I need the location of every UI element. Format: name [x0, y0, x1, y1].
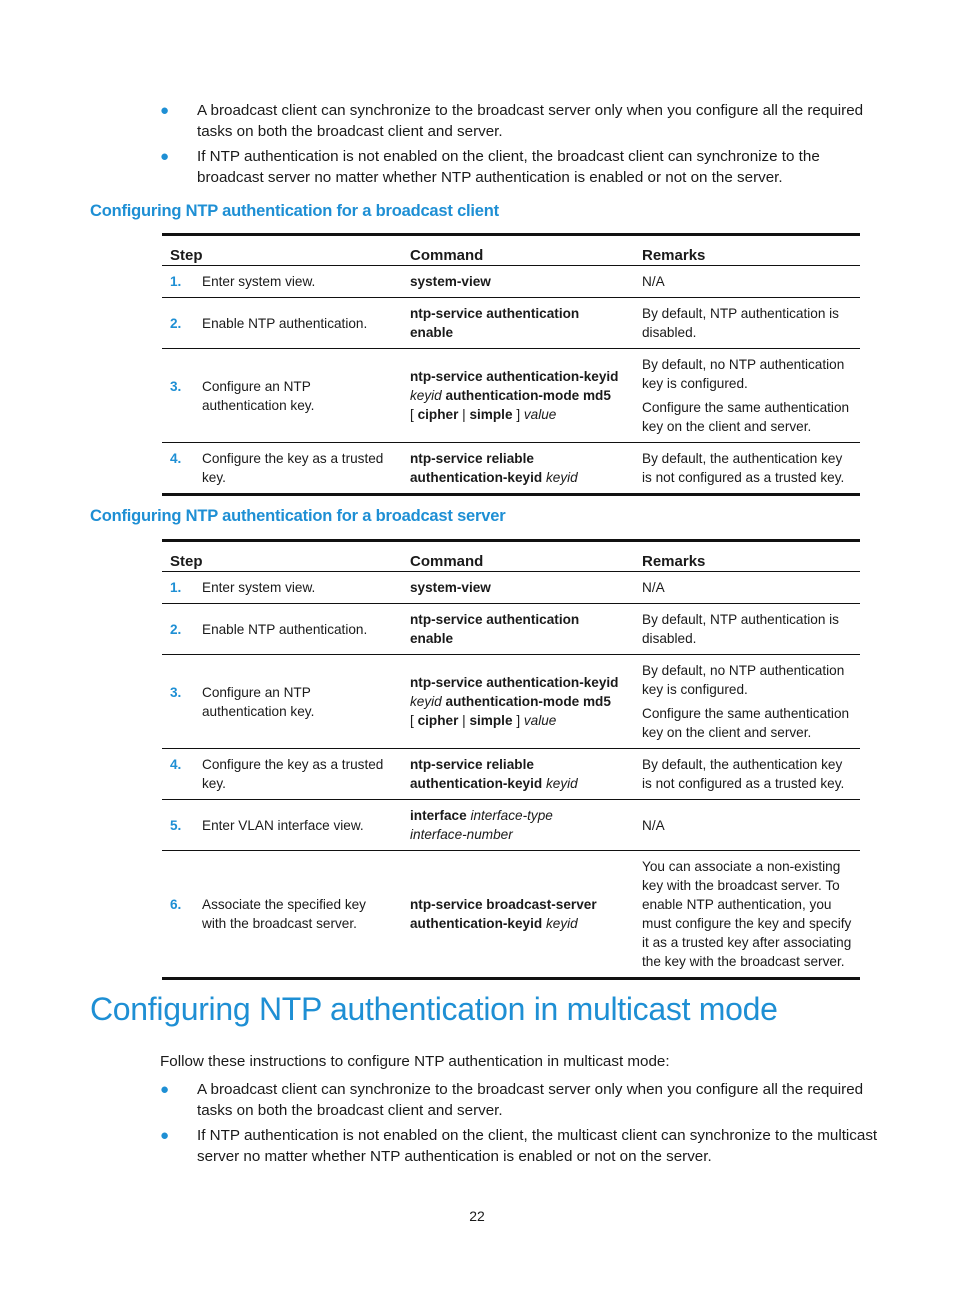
multicast-intro: Follow these instructions to configure NTP authentication in multicast mode: [160, 1053, 670, 1070]
command-keyword: authentication-mode md5 [445, 388, 611, 403]
command-cell [402, 298, 634, 349]
step-text: Enter VLAN interface view. [202, 817, 364, 833]
bullet-item [160, 1079, 880, 1121]
command-keyword: ntp-service reliable [410, 757, 534, 772]
section-heading-client: Configuring NTP authentication for a broadcast client [90, 202, 499, 220]
remark-text: By default, no NTP authentication key is configured. [642, 663, 845, 697]
server-steps-table [162, 539, 860, 980]
command-keyword: ntp-service authentication-keyid [410, 675, 619, 690]
table-header-row [162, 541, 860, 572]
step-cell [162, 298, 402, 349]
step-number: 4. [170, 451, 182, 466]
command-cell [402, 655, 634, 749]
table-row [162, 749, 860, 800]
step-text: Configure the key as a trusted key. [202, 757, 384, 791]
command-keyword: system-view [410, 580, 491, 595]
remarks-cell [634, 604, 860, 655]
bullet-dot-icon: ● [160, 148, 170, 165]
remarks-cell [634, 749, 860, 800]
command-cell [402, 800, 634, 851]
step-cell [162, 266, 402, 298]
section-heading-server: Configuring NTP authentication for a broadcast server [90, 507, 506, 525]
command-separator: | [462, 407, 466, 422]
command-keyword: ntp-service authentication enable [410, 612, 580, 646]
bullet-dot-icon: ● [160, 1127, 170, 1144]
header-step: Step [162, 235, 402, 266]
command-bracket: [ [410, 713, 414, 728]
command-keyword: ntp-service authentication enable [410, 306, 580, 340]
step-number: 1. [170, 274, 182, 289]
command-bracket: [ [410, 407, 414, 422]
command-keyword: simple [469, 713, 513, 728]
top-bullet-list [160, 100, 880, 186]
remark-text: Configure the same authentication key on the client and server. [642, 706, 850, 740]
command-argument: keyid [545, 916, 578, 931]
step-text: Configure the key as a trusted key. [202, 451, 384, 485]
command-cell [402, 749, 634, 800]
step-number: 1. [170, 580, 182, 595]
command-keyword: authentication-mode md5 [445, 694, 611, 709]
header-remarks: Remarks [634, 235, 860, 266]
step-cell [162, 749, 402, 800]
command-cell [402, 443, 634, 495]
step-cell [162, 572, 402, 604]
page-number: 22 [469, 1208, 485, 1224]
command-keyword: cipher [417, 407, 459, 422]
command-cell [402, 266, 634, 298]
step-cell [162, 604, 402, 655]
bullet-item [160, 1125, 880, 1167]
bullet-text: If NTP authentication is not enabled on the client, the broadcast client can synchronize to the broadcast server no matter whether NTP authentication is enabled or not on the server. [197, 148, 820, 186]
command-keyword: ntp-service authentication-keyid [410, 369, 619, 384]
table-row [162, 800, 860, 851]
command-keyword: simple [469, 407, 513, 422]
step-text: Enter system view. [202, 580, 316, 595]
step-number: 6. [170, 897, 182, 912]
table-row [162, 298, 860, 349]
bullet-text: A broadcast client can synchronize to the broadcast server only when you configure all the required tasks on both the broadcast client and server. [197, 102, 864, 140]
remarks-cell [634, 800, 860, 851]
command-keyword: authentication-keyid [410, 470, 543, 485]
step-text: Associate the specified key with the broadcast server. [202, 897, 366, 931]
step-text: Enter system view. [202, 274, 316, 289]
step-text: Configure an NTP authentication key. [202, 684, 315, 719]
remarks-cell [634, 298, 860, 349]
command-keyword: ntp-service broadcast-server [410, 897, 597, 912]
bullet-dot-icon: ● [160, 1081, 170, 1098]
multicast-section-title: Configuring NTP authentication in multicast mode [90, 991, 778, 1027]
step-number: 2. [170, 315, 182, 331]
table-header-row [162, 235, 860, 266]
bullet-text: If NTP authentication is not enabled on the client, the multicast client can synchronize to the multicast server no matter whether NTP authentication is enabled or not on the server. [197, 1127, 878, 1165]
header-remarks: Remarks [634, 541, 860, 572]
remark-text: Configure the same authentication key on the client and server. [642, 400, 850, 434]
remark-text: N/A [642, 580, 665, 595]
command-keyword: ntp-service reliable [410, 451, 534, 466]
step-cell [162, 443, 402, 495]
bullet-text: A broadcast client can synchronize to the broadcast server only when you configure all the required tasks on both the broadcast client and server. [197, 1081, 864, 1119]
table-row [162, 349, 860, 443]
step-cell [162, 851, 402, 979]
command-separator: | [462, 713, 466, 728]
remark-text: By default, NTP authentication is disabled. [642, 612, 839, 646]
header-step: Step [162, 541, 402, 572]
header-command: Command [402, 235, 634, 266]
step-number: 4. [170, 757, 182, 772]
remark-text: By default, the authentication key is not configured as a trusted key. [642, 757, 845, 791]
table-row [162, 851, 860, 979]
step-number: 3. [170, 684, 182, 700]
remark-text: By default, NTP authentication is disabled. [642, 306, 839, 340]
step-text: Configure an NTP authentication key. [202, 378, 315, 413]
step-number: 5. [170, 817, 182, 833]
bullet-item [160, 146, 880, 188]
command-argument: keyid [545, 470, 578, 485]
remarks-cell [634, 266, 860, 298]
remark-text: By default, the authentication key is not configured as a trusted key. [642, 451, 845, 485]
step-cell [162, 349, 402, 443]
table-row [162, 572, 860, 604]
remarks-cell [634, 851, 860, 979]
remarks-cell [634, 655, 860, 749]
command-argument: value [523, 713, 557, 728]
command-argument: interface-number [410, 827, 513, 842]
step-cell [162, 800, 402, 851]
command-cell [402, 604, 634, 655]
remarks-cell [634, 443, 860, 495]
command-bracket: ] [516, 713, 521, 728]
bullet-item [160, 100, 880, 142]
header-command: Command [402, 541, 634, 572]
command-argument: keyid [410, 694, 442, 709]
multicast-bullet-list [160, 1079, 880, 1165]
step-number: 3. [170, 378, 182, 394]
remark-text: N/A [642, 817, 665, 833]
bullet-dot-icon: ● [160, 102, 170, 119]
client-steps-table [162, 233, 860, 496]
command-keyword: system-view [410, 274, 491, 289]
table-row [162, 655, 860, 749]
command-argument: keyid [410, 388, 442, 403]
command-keyword: authentication-keyid [410, 916, 543, 931]
table-row [162, 266, 860, 298]
command-keyword: cipher [417, 713, 459, 728]
remark-text: You can associate a non-existing key with the broadcast server. To enable NTP authentication, you must configure the key and specify it as a trusted key after associating the key with the broadcast server. [642, 859, 852, 969]
command-cell [402, 349, 634, 443]
step-number: 2. [170, 621, 182, 637]
remark-text: By default, no NTP authentication key is configured. [642, 357, 845, 391]
command-cell [402, 572, 634, 604]
table-row [162, 604, 860, 655]
remarks-cell [634, 349, 860, 443]
command-argument: interface-type [470, 808, 553, 823]
command-keyword: authentication-keyid [410, 776, 543, 791]
table-row [162, 443, 860, 495]
remark-text: N/A [642, 274, 665, 289]
command-cell [402, 851, 634, 979]
step-text: Enable NTP authentication. [202, 621, 368, 637]
step-text: Enable NTP authentication. [202, 315, 368, 331]
remarks-cell [634, 572, 860, 604]
command-argument: value [523, 407, 557, 422]
command-keyword: interface [410, 808, 467, 823]
command-bracket: ] [516, 407, 521, 422]
command-argument: keyid [545, 776, 578, 791]
step-cell [162, 655, 402, 749]
